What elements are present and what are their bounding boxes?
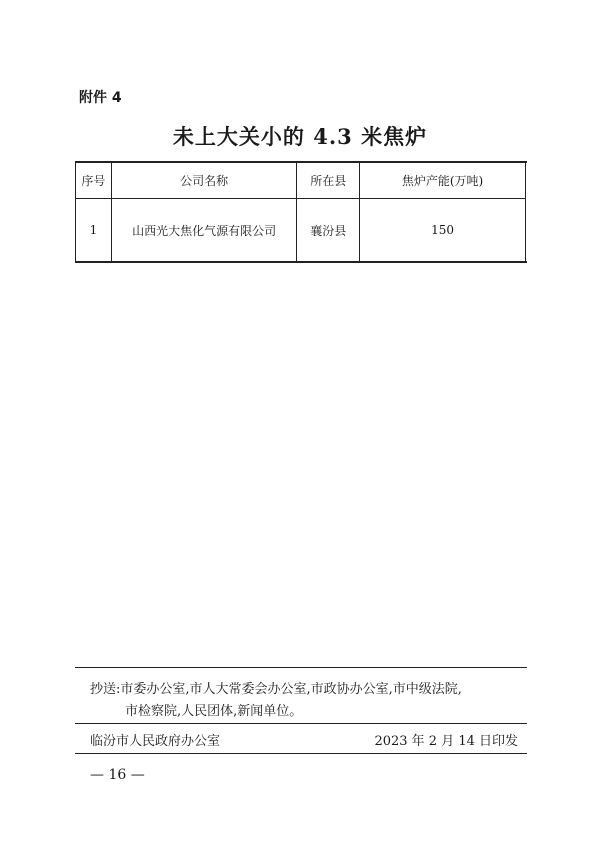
footer-top-rule bbox=[75, 667, 527, 668]
coke-oven-table bbox=[75, 162, 526, 262]
cc-recipients bbox=[90, 679, 520, 723]
table-top-border bbox=[75, 161, 527, 163]
table-bottom-border bbox=[75, 261, 527, 263]
page-title: 未上大关小的 4.3 米焦炉 bbox=[172, 124, 428, 149]
page-number: — 16 — bbox=[90, 767, 145, 783]
cc-line-1: 抄送:市委办公室,市人大常委会办公室,市政协办公室,市中级法院, bbox=[90, 682, 462, 697]
table-row bbox=[76, 199, 526, 262]
attachment-label: 附件 4 bbox=[79, 90, 122, 106]
cell-company: 山西光大焦化气源有限公司 bbox=[111, 199, 297, 262]
cell-index: 1 bbox=[76, 199, 112, 262]
header-capacity: 焦炉产能(万吨) bbox=[360, 163, 526, 199]
header-index: 序号 bbox=[76, 163, 112, 199]
issuer: 临汾市人民政府办公室 bbox=[90, 734, 221, 749]
cell-capacity: 150 bbox=[360, 199, 526, 262]
header-county: 所在县 bbox=[297, 163, 360, 199]
table-header-row bbox=[76, 163, 526, 199]
cell-county: 襄汾县 bbox=[297, 199, 360, 262]
issue-date: 2023 年 2 月 14 日印发 bbox=[374, 734, 518, 749]
footer-bottom-rule bbox=[75, 753, 527, 754]
header-company: 公司名称 bbox=[111, 163, 297, 199]
footer-middle-rule bbox=[75, 723, 527, 724]
cc-line-2: 市检察院,人民团体,新闻单位。 bbox=[125, 704, 303, 719]
